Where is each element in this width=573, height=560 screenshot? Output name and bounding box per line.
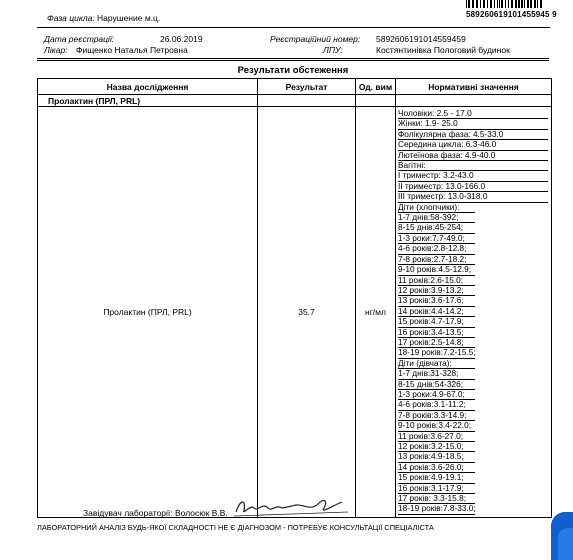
barcode-stripe bbox=[472, 0, 474, 8]
reference-value-line: 15 років:4.9-19.1; bbox=[398, 473, 475, 483]
barcode-stripe bbox=[511, 0, 513, 8]
empty-cell bbox=[396, 95, 552, 107]
reference-value-line: Чоловіки: 2.5 - 17.0 bbox=[398, 109, 548, 119]
reference-value-line: I триместр: 3.2-43.0 bbox=[398, 171, 548, 181]
reference-value-line: 17 років:2.5-14.8; bbox=[398, 338, 475, 348]
barcode-stripe bbox=[480, 0, 481, 8]
barcode-stripe bbox=[527, 0, 529, 8]
barcode-number: 589260619101455945 9 bbox=[466, 10, 557, 19]
reference-value-line: 1-3 роки:7.7-49.0; bbox=[398, 234, 475, 244]
barcode-stripe bbox=[497, 0, 498, 8]
reference-value-line: 18-19 років:7.8-33.0; bbox=[398, 503, 476, 514]
barcode-stripe bbox=[483, 0, 485, 8]
reference-value-line: 15 років:4.7-17.9; bbox=[398, 317, 475, 327]
barcode-stripe bbox=[518, 0, 520, 8]
lpu-label: ЛПУ: bbox=[323, 45, 343, 55]
barcode-stripe bbox=[515, 0, 517, 8]
reference-value-line: 7-8 років:2.7-18.2; bbox=[398, 255, 475, 265]
barcode-stripe bbox=[505, 0, 506, 8]
reg-date-label: Дата реєстрації: bbox=[44, 34, 115, 44]
reference-value-line: 9-10 років:3.4-22.0; bbox=[398, 421, 475, 431]
cycle-phase-value: Нарушение м.ц. bbox=[97, 13, 161, 23]
unit-cell: нг/мл bbox=[356, 107, 396, 518]
barcode-stripe bbox=[501, 0, 503, 8]
reference-value-line: Жінки: 1.9- 25.0 bbox=[398, 119, 548, 129]
barcode-stripe bbox=[530, 0, 532, 8]
reference-value-line: 17 років: 3.3-15.8; bbox=[398, 494, 475, 504]
reference-value-line: III триместр: 13.0-318.0 bbox=[398, 192, 548, 202]
barcode-stripe bbox=[508, 0, 509, 8]
reference-value-line: 7-8 років:3.3-14.9; bbox=[398, 411, 475, 421]
reference-value-line: Діти (хлопчики): bbox=[398, 203, 475, 213]
reference-values-cell bbox=[396, 107, 552, 518]
barcode-stripe bbox=[466, 0, 467, 8]
column-header: Нормативні значення bbox=[396, 79, 552, 95]
reference-value-line: 14 років:3.6-26.0; bbox=[398, 463, 475, 473]
doctor-label: Лікар: bbox=[44, 45, 68, 55]
barcode-stripe bbox=[540, 0, 542, 8]
reference-value-line: Середина цикла: 6.3-46.0 bbox=[398, 140, 548, 150]
table-row bbox=[38, 107, 552, 518]
reference-value-line: 8-15 днів:54-326; bbox=[398, 380, 475, 390]
reference-value-line: 18-19 років:7.2-15.5; bbox=[398, 347, 476, 358]
barcode-stripe bbox=[521, 0, 523, 8]
column-header: Результат bbox=[258, 79, 356, 95]
barcode-stripe bbox=[476, 0, 478, 8]
reference-value-line: 9-10 років:4.5-12.9; bbox=[398, 265, 475, 275]
head-of-lab: Завідувач лабораторії: Волосюк В.В. bbox=[83, 508, 228, 518]
reference-value-line: 14 років:4.4-14.2; bbox=[398, 307, 475, 317]
barcode-stripe bbox=[487, 0, 488, 8]
reference-value-line: 11 років:3.6-27.0; bbox=[398, 432, 475, 442]
reference-value-line: 1-7 днів:58-392; bbox=[398, 213, 475, 223]
barcode-stripe bbox=[534, 0, 536, 8]
reference-value-line: 1-7 днів:31-328; bbox=[398, 369, 475, 379]
reference-value-line: Фолікулярна фаза: 4.5-33.0 bbox=[398, 130, 548, 140]
reference-value-line: Діти (дівчата): bbox=[398, 359, 475, 369]
barcode-stripe bbox=[494, 0, 495, 8]
cycle-phase-label: Фаза цикла: bbox=[47, 13, 95, 23]
group-label: Пролактин (ПРЛ, PRL) bbox=[38, 95, 258, 107]
reference-value-line: Вагітні: bbox=[398, 161, 548, 171]
lpu-value: Костянтинівка Пологовий будинок bbox=[376, 45, 510, 55]
barcode bbox=[466, 0, 546, 8]
barcode-stripe bbox=[524, 0, 525, 8]
divider bbox=[37, 58, 549, 59]
reference-value-line: 4-6 років:2.8-12.8; bbox=[398, 244, 475, 254]
divider bbox=[37, 27, 550, 28]
reg-number-label: Реєстраційний номер: bbox=[270, 34, 361, 44]
reference-value-line: 16 років:3.1-17.9; bbox=[398, 484, 475, 494]
reference-value-line: 12 років:3.9-13.2; bbox=[398, 286, 475, 296]
disclaimer: ЛАБОРАТОРНИЙ АНАЛІЗ БУДЬ-ЯКОЇ СКЛАДНОСТІ НЕ Є ДІАГНОЗОМ - ПОТРЕБУЄ КОНСУЛЬТАЦІЇ СПЕЦІАЛІСТА bbox=[37, 523, 434, 532]
reference-value-line: 11 років:2.6-15.0; bbox=[398, 276, 475, 286]
divider bbox=[37, 60, 549, 61]
reference-value-line: Лютеїнова фаза: 4.9-40.0 bbox=[398, 151, 548, 161]
barcode-stripe bbox=[537, 0, 538, 8]
signature bbox=[232, 494, 352, 520]
barcode-stripe bbox=[490, 0, 492, 8]
reg-number-value: 5892606191014559459 bbox=[376, 34, 466, 44]
reference-value-line: II триместр: 13.0-166.0 bbox=[398, 182, 548, 192]
reference-value-line: 4-6 років:3.1-11.2; bbox=[398, 400, 475, 410]
barcode-stripe bbox=[468, 0, 470, 8]
barcode-stripe bbox=[499, 0, 500, 8]
reference-value-line: 1-3 роки:4.9-67.0; bbox=[398, 390, 475, 400]
section-title: Результати обстеження bbox=[237, 65, 349, 76]
reference-value-line: 16 років:3.4-13.5; bbox=[398, 328, 475, 338]
empty-cell bbox=[356, 95, 396, 107]
reference-value-line: 12 років:3.2-15.0; bbox=[398, 442, 475, 452]
column-header: Од. вим bbox=[356, 79, 396, 95]
empty-cell bbox=[258, 95, 356, 107]
decorative-corner bbox=[558, 528, 573, 560]
reference-value-line: 13 років:3.6-17.6; bbox=[398, 296, 475, 306]
test-name-cell: Пролактин (ПРЛ, PRL) bbox=[38, 107, 258, 518]
reg-date-value: 26.06.2019 bbox=[160, 34, 203, 44]
result-cell: 35.7 bbox=[258, 107, 356, 518]
table-header-row bbox=[38, 79, 552, 95]
column-header: Назва дослідження bbox=[38, 79, 258, 95]
results-table bbox=[37, 78, 552, 518]
reference-value-line: 13 років:4.9-18.5; bbox=[398, 452, 475, 462]
reference-value-line: 8-15 днів:45-254; bbox=[398, 223, 475, 233]
group-row bbox=[38, 95, 552, 107]
doctor-value: Фищенко Наталья Петровна bbox=[76, 45, 188, 55]
